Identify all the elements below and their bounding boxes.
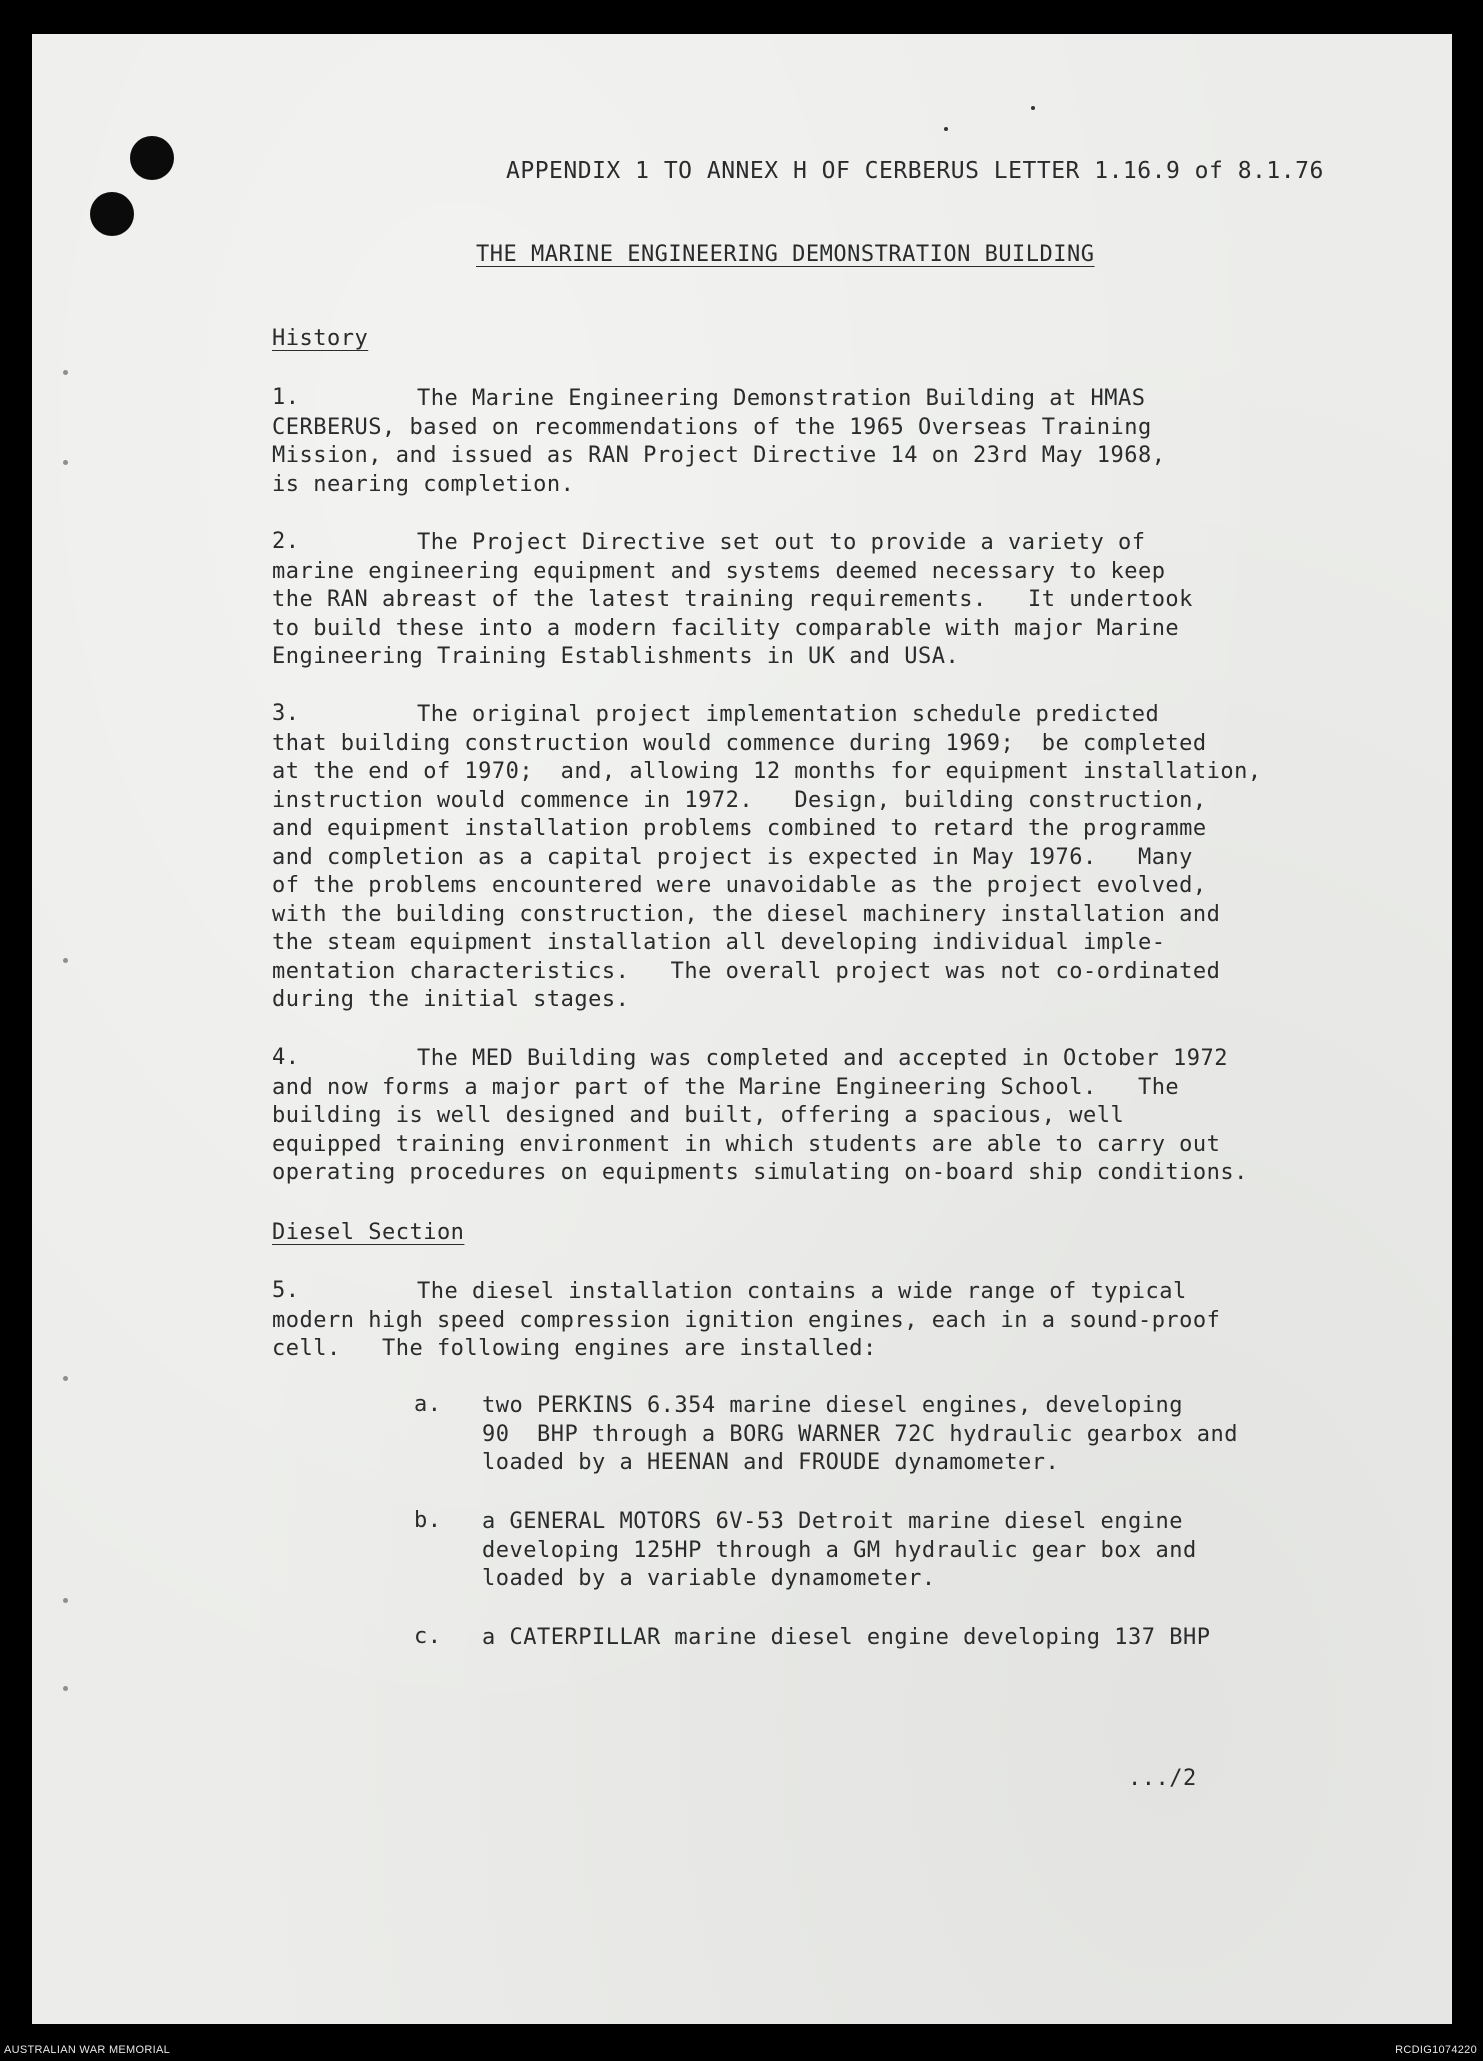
list-item-label: a. (414, 1392, 442, 1417)
paragraph-line: mentation characteristics. The overall project was not co-ordinated (272, 958, 1221, 984)
paragraph-4 (272, 1045, 1248, 1188)
paragraph-number: 3. (272, 701, 300, 726)
margin-tick (63, 1598, 68, 1603)
list-item-line: loaded by a HEENAN and FROUDE dynamometer. (482, 1450, 1060, 1475)
margin-tick (63, 370, 68, 375)
margin-tick (63, 460, 68, 465)
appendix-header: APPENDIX 1 TO ANNEX H OF CERBERUS LETTER 1.16.9 of 8.1.76 (506, 158, 1324, 184)
list-item-line: two PERKINS 6.354 marine diesel engines, developing (482, 1393, 1184, 1418)
footer-source: AUSTRALIAN WAR MEMORIAL (4, 2044, 171, 2056)
paragraph-line: of the problems encountered were unavoidable as the project evolved, (272, 873, 1207, 898)
paragraph-line: The Project Directive set out to provide a variety of (417, 530, 1146, 555)
punch-hole-bottom (90, 192, 134, 236)
paragraph-2 (272, 529, 1193, 672)
paragraph-line: The MED Building was completed and accepted in October 1972 (417, 1046, 1228, 1071)
paper-sheet (32, 34, 1452, 2024)
paragraph-number: 1. (272, 385, 300, 410)
paragraph-line: The Marine Engineering Demonstration Building at HMAS (417, 386, 1146, 411)
paragraph-5 (272, 1278, 1220, 1364)
paragraph-line: and completion as a capital project is expected in May 1976. Many (272, 844, 1193, 870)
paragraph-3 (272, 701, 1262, 1015)
margin-tick (63, 958, 68, 963)
paragraph-line: instruction would commence in 1972. Design, building construction, (272, 787, 1207, 813)
paragraph-line: Mission, and issued as RAN Project Directive 14 on 23rd May 1968, (272, 443, 1166, 468)
list-item-line: loaded by a variable dynamometer. (482, 1566, 936, 1591)
paragraph-line: equipped training environment in which students are able to carry out (272, 1131, 1221, 1157)
paragraph-line: The original project implementation schedule predicted (417, 702, 1160, 727)
paragraph-1 (272, 385, 1165, 499)
paragraph-line: to build these into a modern facility comparable with major Marine (272, 615, 1180, 641)
list-item-line: a CATERPILLAR marine diesel engine developing 137 BHP (482, 1625, 1211, 1650)
paragraph-line: operating procedures on equipments simulating on-board ship conditions. (272, 1160, 1248, 1185)
punch-hole-top (130, 136, 174, 180)
paragraph-line: and equipment installation problems combined to retard the programme (272, 816, 1207, 841)
list-item-a (482, 1392, 1238, 1478)
margin-tick (63, 1686, 68, 1691)
paragraph-line: building is well designed and built, offering a spacious, well (272, 1103, 1125, 1128)
section-heading-history: History (272, 326, 369, 351)
list-item-line: developing 125HP through a GM hydraulic gear box and (482, 1537, 1197, 1563)
paragraph-number: 2. (272, 529, 300, 554)
section-heading-diesel: Diesel Section (272, 1220, 465, 1245)
paragraph-line: during the initial stages. (272, 987, 630, 1012)
paragraph-line: at the end of 1970; and, allowing 12 months for equipment installation, (272, 759, 1262, 784)
paragraph-line: that building construction would commence during 1969; be completed (272, 730, 1207, 756)
paragraph-line: modern high speed compression ignition engines, each in a sound-proof (272, 1307, 1221, 1333)
paragraph-line: the RAN abreast of the latest training requirements. It undertook (272, 587, 1193, 612)
page-continuation: .../2 (1128, 1766, 1197, 1791)
paragraph-line: CERBERUS, based on recommendations of the 1965 Overseas Training (272, 414, 1152, 440)
paragraph-line: is nearing completion. (272, 471, 575, 497)
paragraph-line: cell. The following engines are installed: (272, 1336, 877, 1361)
list-item-line: 90 BHP through a BORG WARNER 72C hydraulic gearbox and (482, 1421, 1238, 1447)
paragraph-line: Engineering Training Establishments in UK and USA. (272, 644, 960, 669)
list-item-b (482, 1508, 1197, 1594)
footer-id: RCDIG1074220 (1395, 2044, 1477, 2056)
paragraph-line: the steam equipment installation all developing individual imple- (272, 930, 1166, 955)
document-title: THE MARINE ENGINEERING DEMONSTRATION BUILDING (476, 242, 1095, 267)
margin-tick (63, 1376, 68, 1381)
paragraph-line: with the building construction, the diesel machinery installation and (272, 901, 1221, 927)
list-item-label: c. (414, 1624, 442, 1649)
list-item-c (482, 1624, 1211, 1653)
paragraph-line: and now forms a major part of the Marine Engineering School. The (272, 1074, 1180, 1100)
paragraph-line: The diesel installation contains a wide range of typical (417, 1279, 1187, 1304)
paragraph-line: marine engineering equipment and systems deemed necessary to keep (272, 558, 1166, 584)
paper-speck (1031, 106, 1035, 110)
paper-speck (944, 127, 948, 131)
paragraph-number: 4. (272, 1045, 300, 1070)
list-item-line: a GENERAL MOTORS 6V-53 Detroit marine diesel engine (482, 1509, 1184, 1534)
paragraph-number: 5. (272, 1278, 300, 1303)
list-item-label: b. (414, 1508, 442, 1533)
